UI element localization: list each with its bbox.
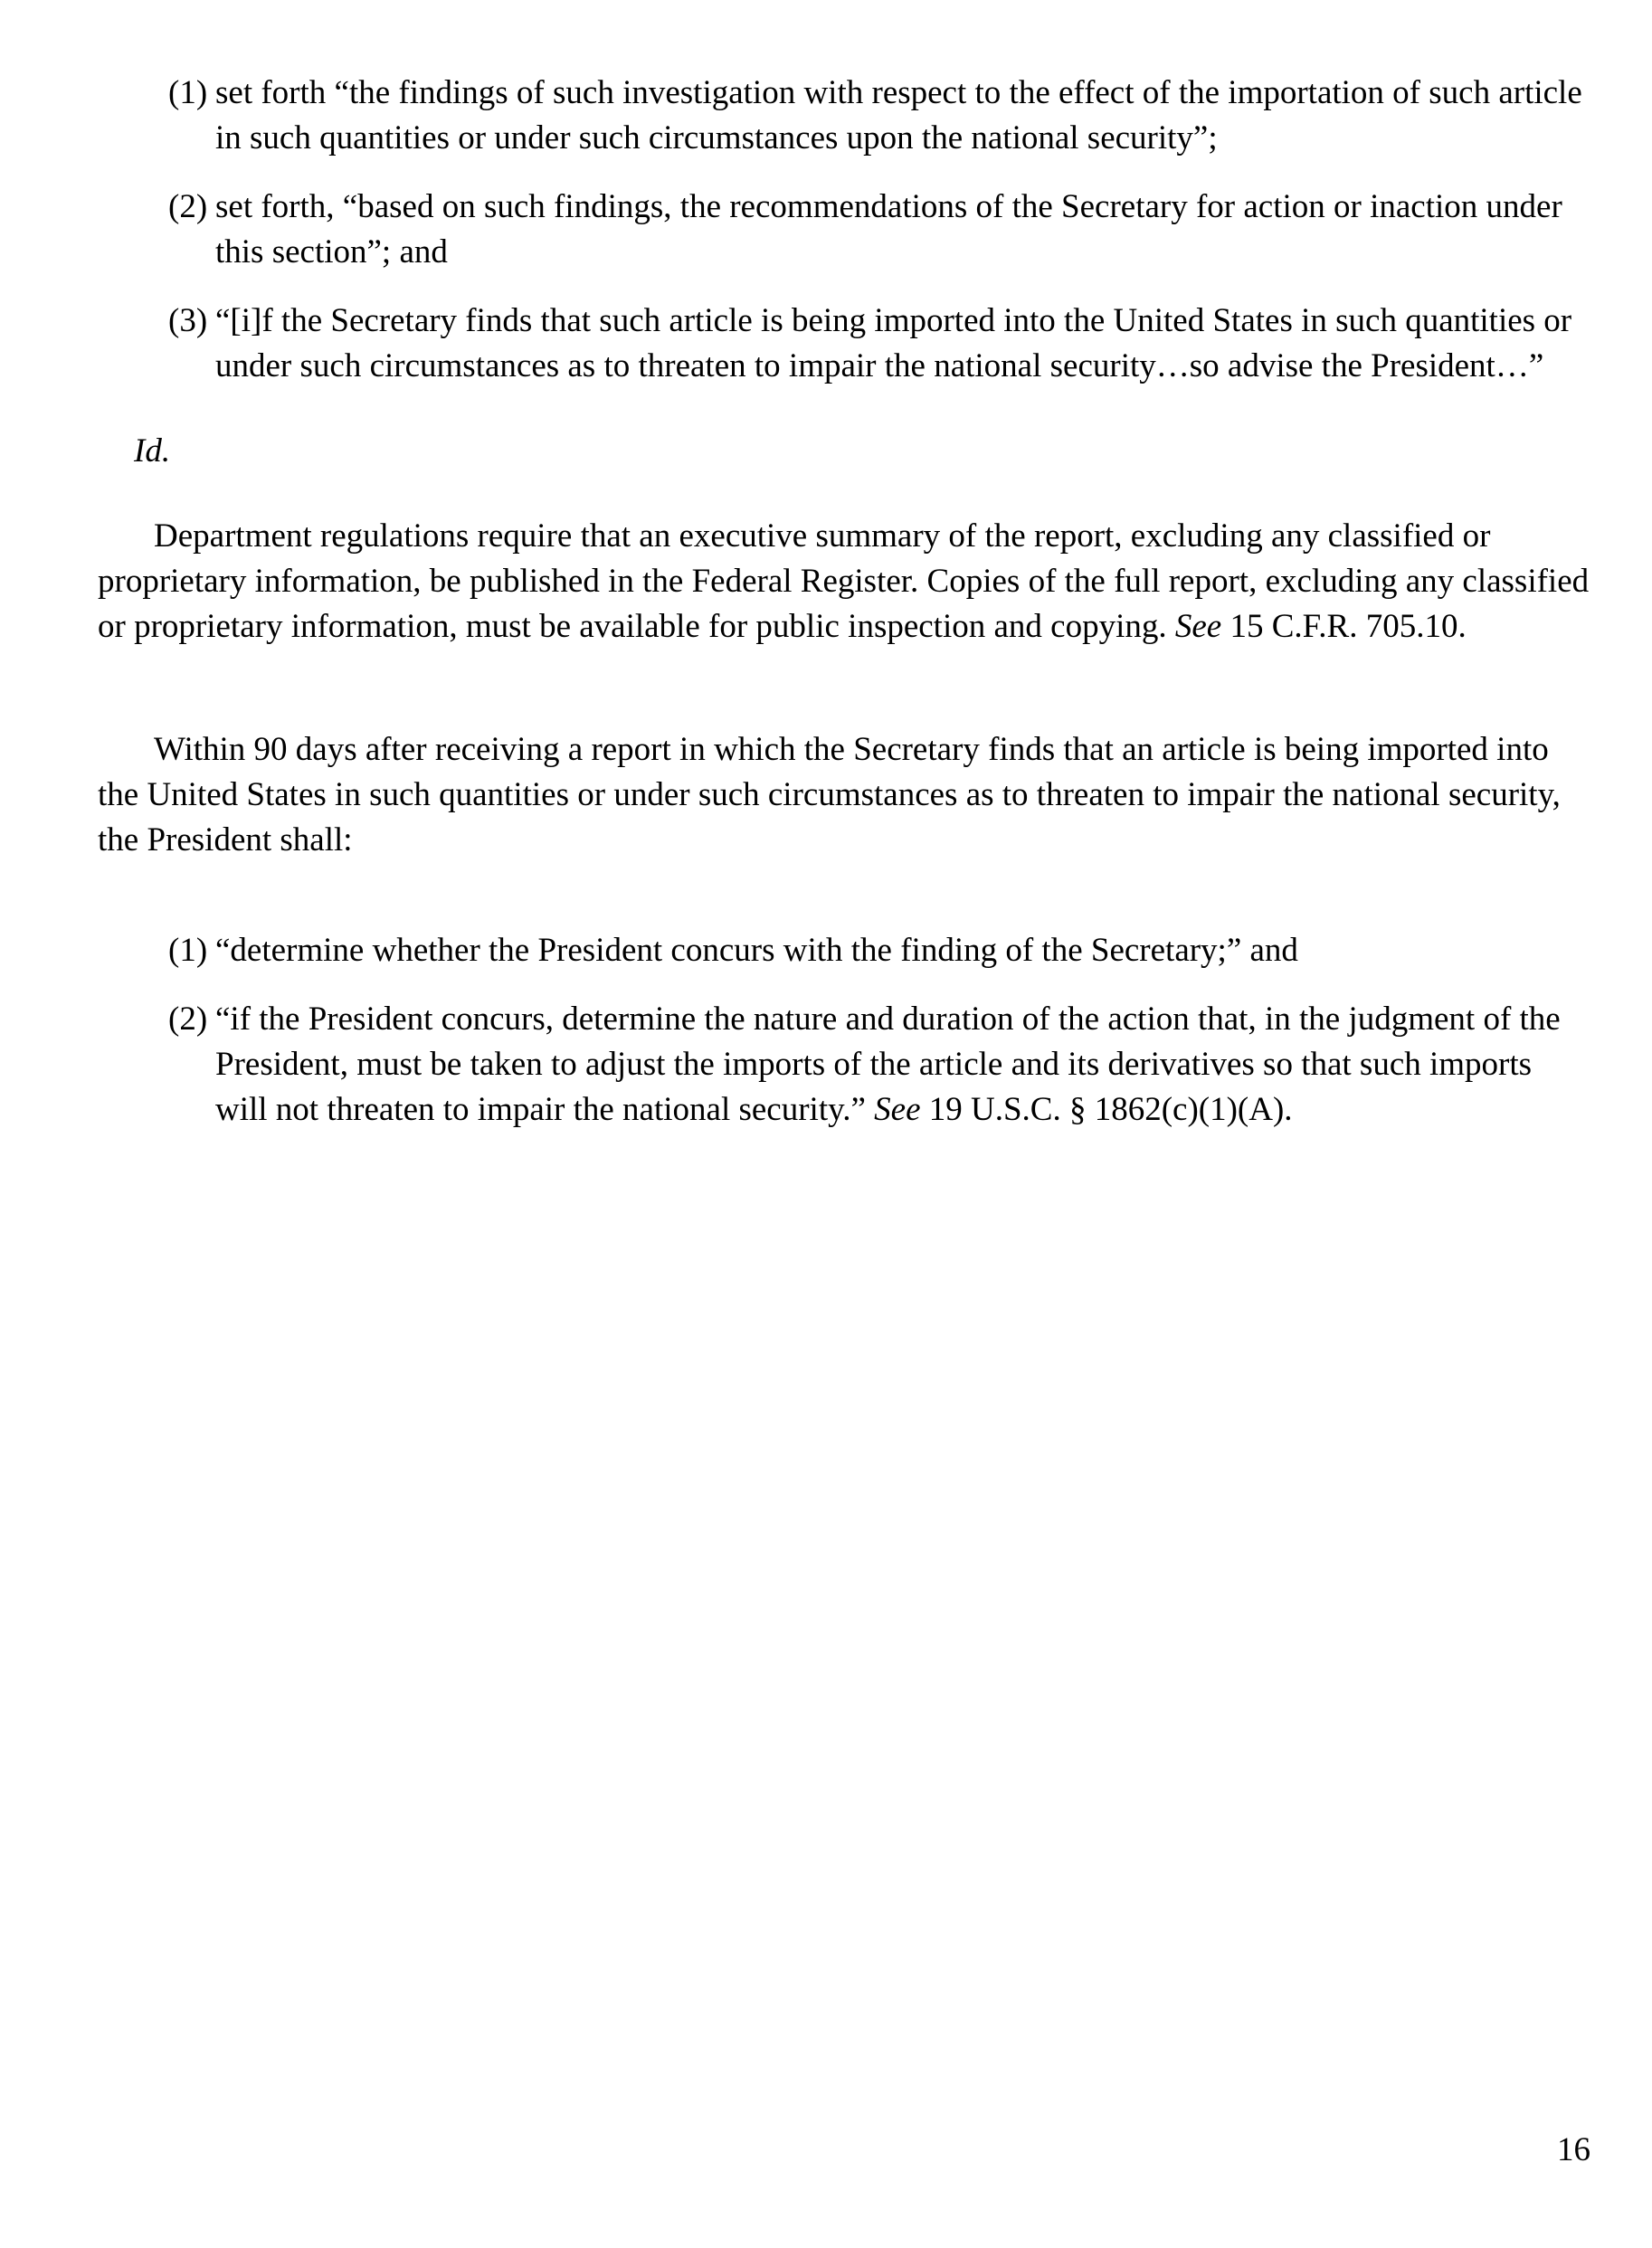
spacer <box>98 389 1590 429</box>
list-item <box>98 299 1590 389</box>
list-item-marker: (2) <box>168 188 208 225</box>
page-number: 16 <box>1557 2131 1590 2168</box>
id-citation: Id. <box>134 432 171 470</box>
list-item <box>98 997 1590 1133</box>
list-item-marker: (1) <box>168 74 208 111</box>
list-item <box>98 928 1590 973</box>
list-item-text: set forth, “based on such findings, the recommendations of the Secretary for action or inaction under this section”; and <box>215 188 1562 270</box>
paragraph-text-part-2: 15 C.F.R. 705.10. <box>1221 608 1467 645</box>
id-citation-line <box>98 429 1590 474</box>
list-item-text: “[i]f the Secretary finds that such article is being imported into the United States in such quantities or under such circumstances as to threaten to impair the national security…so advise the President…” <box>215 302 1572 384</box>
list-item-marker: (3) <box>168 302 208 339</box>
paragraph-ninety-days: Within 90 days after receiving a report in which the Secretary finds that an article is being imported into the United States in such quantities or under such circumstances as to threaten to impair the national security, the President shall: <box>98 731 1561 858</box>
see-citation: See <box>1174 608 1222 645</box>
list-item-text-body: “if the President concurs, determine the nature and duration of the action that, in the judgment of the President, must be taken to adjust the imports of the article and its derivatives so that such imports will not threaten to impair the national security.” <box>215 1001 1561 1128</box>
numbered-list-president-actions <box>98 928 1590 1133</box>
page-content <box>98 71 1590 1133</box>
list-item-text <box>215 997 1590 1133</box>
list-item-text-body: “determine whether the President concurs with the finding of the Secretary;” and <box>215 932 1298 969</box>
list-item-marker: (1) <box>168 932 208 969</box>
list-item-marker: (2) <box>168 1001 208 1038</box>
list-item-text: set forth “the findings of such investigation with respect to the effect of the importation of such article in such quantities or under such circumstances upon the national security”; <box>215 74 1582 157</box>
see-citation: See <box>874 1091 921 1128</box>
paragraph-department-regulations <box>98 514 1590 650</box>
spacer <box>98 474 1590 514</box>
numbered-list-report-requirements <box>98 71 1590 389</box>
list-item <box>98 185 1590 275</box>
paragraph-text-part-1: Department regulations require that an executive summary of the report, excluding any classified or proprietary information, be published in the Federal Register. Copies of the full report, excluding any classified or proprietary information, must be available for public inspection and copying. <box>98 517 1590 645</box>
spacer <box>98 650 1590 727</box>
list-item-text <box>215 928 1590 973</box>
list-item-text-tail: 19 U.S.C. § 1862(c)(1)(A). <box>920 1091 1293 1128</box>
spacer <box>98 863 1590 928</box>
list-item <box>98 71 1590 161</box>
